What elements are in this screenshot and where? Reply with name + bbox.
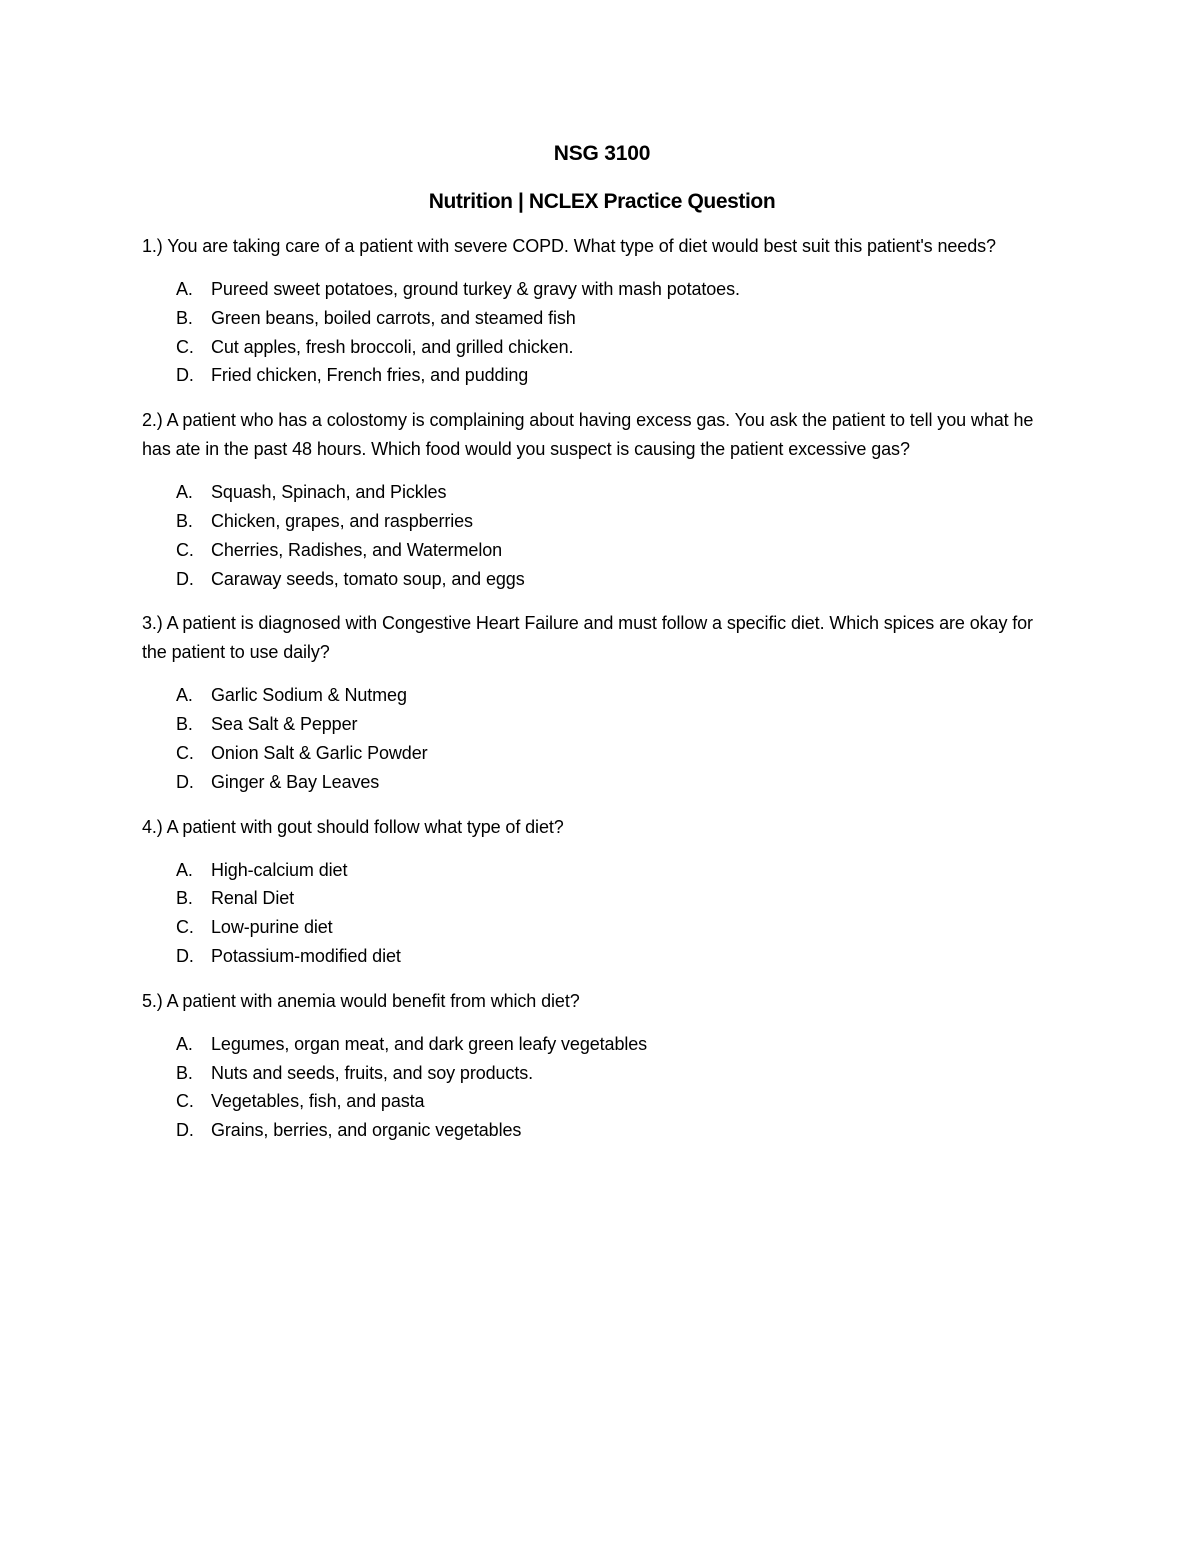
answer-option-b	[142, 1059, 1062, 1088]
option-text: Sea Salt & Pepper	[211, 714, 358, 735]
option-letter: A.	[176, 279, 193, 299]
option-text: Vegetables, fish, and pasta	[211, 1091, 425, 1112]
option-text: Chicken, grapes, and raspberries	[211, 510, 473, 531]
answer-option-c	[142, 536, 1062, 565]
option-letter: B.	[176, 888, 193, 909]
option-letter: D.	[176, 365, 194, 386]
document-body	[142, 140, 1062, 1145]
option-text: Potassium-modified diet	[211, 945, 401, 966]
question-stem: 1.) You are taking care of a patient with severe COPD. What type of diet would best suit this patient's needs?	[142, 236, 996, 256]
answer-options	[142, 1030, 1062, 1145]
answer-option-b	[142, 884, 1062, 913]
option-letter: C.	[176, 742, 194, 763]
option-letter: B.	[176, 714, 193, 735]
option-letter: C.	[176, 336, 194, 357]
answer-option-c	[142, 739, 1062, 768]
answer-option-c	[142, 333, 1062, 362]
answer-option-d	[142, 768, 1062, 797]
answer-option-a	[142, 1030, 1062, 1059]
option-letter: B.	[176, 1062, 193, 1083]
answer-option-d	[142, 565, 1062, 594]
option-text: Renal Diet	[211, 888, 295, 909]
option-letter: D.	[176, 1120, 194, 1141]
answer-option-d	[142, 1116, 1062, 1145]
option-text: Green beans, boiled carrots, and steamed fish	[211, 307, 576, 328]
option-text: Grains, berries, and organic vegetables	[211, 1120, 522, 1141]
option-text: Pureed sweet potatoes, ground turkey & gravy with mash potatoes.	[211, 279, 740, 299]
answer-options	[142, 856, 1062, 971]
option-text: Legumes, organ meat, and dark green leafy vegetables	[211, 1033, 648, 1054]
option-text: Nuts and seeds, fruits, and soy products.	[211, 1062, 534, 1083]
question-3	[142, 609, 1062, 796]
answer-options	[142, 478, 1062, 593]
option-text: Garlic Sodium & Nutmeg	[211, 685, 407, 706]
option-text: Cherries, Radishes, and Watermelon	[211, 539, 503, 560]
answer-option-d	[142, 942, 1062, 971]
option-letter: A.	[176, 859, 193, 880]
option-letter: D.	[176, 568, 194, 589]
answer-option-a	[142, 856, 1062, 885]
answer-option-a	[142, 681, 1062, 710]
document-title: NSG 3100	[553, 142, 651, 165]
option-letter: A.	[176, 685, 193, 706]
option-text: Onion Salt & Garlic Powder	[211, 742, 428, 763]
option-text: Cut apples, fresh broccoli, and grilled chicken.	[211, 336, 574, 357]
option-letter: D.	[176, 945, 194, 966]
option-text: Squash, Spinach, and Pickles	[211, 482, 447, 503]
option-text: High-calcium diet	[211, 859, 348, 880]
option-text: Low-purine diet	[211, 917, 333, 938]
option-letter: D.	[176, 771, 194, 792]
answer-options	[142, 275, 1062, 390]
answer-option-a	[142, 275, 1062, 304]
option-letter: C.	[176, 539, 194, 560]
option-letter: C.	[176, 917, 194, 938]
option-letter: C.	[176, 1091, 194, 1112]
question-stem: 2.) A patient who has a colostomy is complaining about having excess gas. You ask the patient to tell you what he has ate in the past 48 hours. Which food would you suspect is causing the patient excessive gas?	[142, 410, 1034, 460]
option-text: Ginger & Bay Leaves	[211, 771, 380, 792]
option-text: Fried chicken, French fries, and pudding	[211, 365, 529, 386]
answer-options	[142, 681, 1062, 796]
question-stem: 4.) A patient with gout should follow what type of diet?	[142, 816, 564, 837]
question-2	[142, 406, 1062, 593]
option-text: Caraway seeds, tomato soup, and eggs	[211, 568, 525, 589]
option-letter: B.	[176, 307, 193, 328]
option-letter: A.	[176, 1033, 193, 1054]
answer-option-b	[142, 304, 1062, 333]
answer-option-b	[142, 710, 1062, 739]
option-letter: A.	[176, 482, 193, 503]
answer-option-c	[142, 1087, 1062, 1116]
question-stem: 3.) A patient is diagnosed with Congestive Heart Failure and must follow a specific diet. Which spices are okay for the patient to use daily?	[142, 613, 1033, 663]
question-5	[142, 987, 1062, 1145]
answer-option-b	[142, 507, 1062, 536]
question-4	[142, 813, 1062, 971]
answer-option-a	[142, 478, 1062, 507]
answer-option-c	[142, 913, 1062, 942]
document-subtitle: Nutrition | NCLEX Practice Question	[428, 190, 776, 213]
answer-option-d	[142, 361, 1062, 390]
option-letter: B.	[176, 510, 193, 531]
question-1	[142, 232, 1062, 390]
question-stem: 5.) A patient with anemia would benefit from which diet?	[142, 990, 580, 1011]
